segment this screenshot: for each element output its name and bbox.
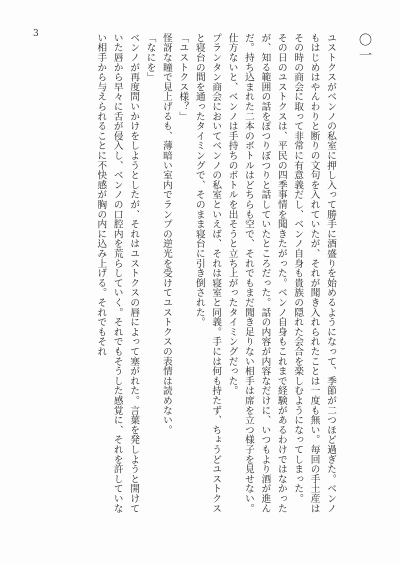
page-number: 3 (33, 29, 39, 39)
chapter-heading: 〇一 (356, 33, 371, 63)
paragraph: ベンノが再度問いかけをしようとしたが、それはユストクスの唇によって塞がれた。言葉を発しようと開けていた唇から早々に舌が侵入し、ベンノの口腔内を荒らしていく。それでもそうした感覚に、それを許していない相手から与えられることに不快感が胸の内に込み上げる。それでもそれ (95, 33, 140, 514)
paragraph: プランタン商会においてベンノの私室といえば、それは寝室と同義。手には何も持たず、ちょうどユストクスと寝台の間を通ったタイミングで、そのまま寝台に引き倒された。 (193, 33, 222, 514)
paragraph: 怪訝な瞳で見上げるも、薄暗い室内でランプの逆光を受けてユストクスの表情は読めない。 (160, 33, 172, 435)
dialogue-line: 「なにを」 (144, 33, 156, 82)
vertical-text-block (92, 33, 374, 521)
paragraph: その日のユストクスは、平民の四季事情を聞きたがった。ベンノ自身もこれまで経験があるわけではなかったが、知る範囲の話をぽつりぽつりと話していたところだった。話の内容が内容なだけに、いつもより酒が進んだ。持ち込まれた二本のボトルはどちらも空で、それでもまだ聞き足りない相手は席を立つ様子を見せない。仕方ないと、ベンノは手持ちのボトルを出そうと立ち上がったタイミングだった。 (226, 33, 287, 514)
dialogue-line: 「ユストクス様？」 (177, 33, 189, 122)
paragraph: ユストクスがベンノの私室に押し入って勝手に酒盛りを始めるようになって、季節が二つほど過ぎた。ベンノもはじめはやんわりと断りの文句を入れていたが、それが聞き入れられたことは一度も無い。毎回の手土産はその時の商会に取って非常に有意義だし、ベンノ自身も貴族の隠れた会合を楽しむようになってしまった。 (292, 33, 336, 514)
